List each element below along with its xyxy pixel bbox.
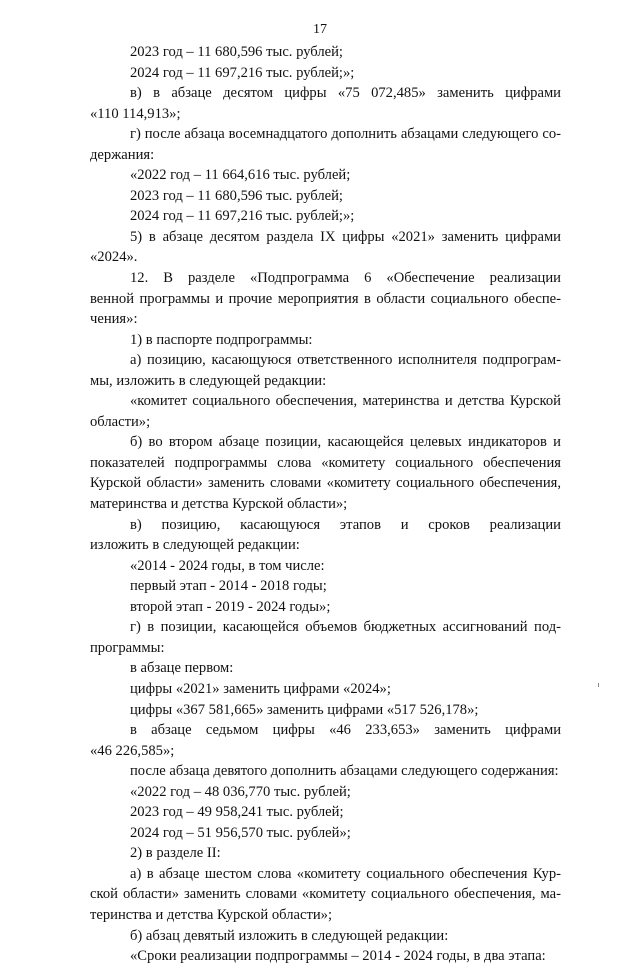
text-line: цифры «2021» заменить цифрами «2024»; [130,680,391,697]
text-line: «110 114,913»; [90,105,181,122]
margin-mark [598,683,599,687]
text-line: 2023 год – 11 680,596 тыс. рублей; [130,187,343,204]
text-line: венной программы и прочие мероприятия в области социального обеспе- [90,290,561,307]
text-line: 2024 год – 11 697,216 тыс. рублей;»; [130,64,355,81]
text-line: 1) в паспорте подпрограммы: [130,331,313,348]
text-line: держания: [90,146,155,163]
text-line: «комитет социального обеспечения, материнства и детства Курской [130,393,561,410]
text-line: «2014 - 2024 годы, в том числе: [130,557,325,574]
text-line: «Сроки реализации подпрограммы – 2014 - 2024 годы, в два этапа: [130,948,546,965]
text-line: первый этап - 2014 - 2018 годы; [130,578,327,595]
text-line: после абзаца девятого дополнить абзацами следующего содержания: [130,763,559,780]
text-line: 2023 год – 11 680,596 тыс. рублей; [130,44,343,60]
text-line: в) в абзаце десятом цифры «75 072,485» заменить цифрами [130,85,561,102]
text-line: а) в абзаце шестом слова «комитету социального обеспечения Кур- [130,865,561,882]
text-line: 2) в разделе II: [130,845,221,862]
text-line: цифры «367 581,665» заменить цифрами «517 526,178»; [130,701,479,718]
text-line: материнства и детства Курской области»; [90,496,348,513]
document-body [90,42,561,967]
text-line: программы: [90,639,165,656]
text-line: Курской области» заменить словами «комитету социального обеспечения, [90,475,561,492]
text-line: теринства и детства Курской области»; [90,906,332,923]
text-line: 2024 год – 11 697,216 тыс. рублей;»; [130,208,355,225]
page-number: 17 [313,22,327,37]
text-line: области»; [90,413,151,430]
text-line: б) абзац девятый изложить в следующей редакции: [130,927,449,944]
text-line: в абзаце седьмом цифры «46 233,653» заменить цифрами [130,722,561,739]
text-line: «46 226,585»; [90,742,175,759]
text-line: «2022 год – 11 664,616 тыс. рублей; [130,167,351,184]
text-line: г) после абзаца восемнадцатого дополнить абзацами следующего со- [130,126,561,143]
text-line: а) позицию, касающуюся ответственного исполнителя подпрограм- [130,352,561,369]
text-line: в абзаце первом: [130,660,234,677]
text-line: второй этап - 2019 - 2024 годы»; [130,598,331,615]
text-line: в) позицию, касающуюся этапов и сроков реализации [130,516,561,533]
text-line: ской области» заменить словами «комитету социального обеспечения, ма- [90,886,561,903]
text-line: «2024». [90,249,138,266]
text-line: показателей подпрограммы слова «комитету социального обеспечения [90,454,561,471]
text-line: чения»: [90,311,138,328]
text-line: 2023 год – 49 958,241 тыс. рублей; [130,804,344,821]
text-line: 5) в абзаце десятом раздела IX цифры «2021» заменить цифрами [130,228,561,245]
text-line: 2024 год – 51 956,570 тыс. рублей»; [130,824,351,841]
text-line: «2022 год – 48 036,770 тыс. рублей; [130,783,351,800]
text-line: изложить в следующей редакции: [90,537,300,554]
text-line: 12. В разделе «Подпрограмма 6 «Обеспечение реализации [130,270,561,287]
text-line: мы, изложить в следующей редакции: [90,372,327,389]
text-line: г) в позиции, касающейся объемов бюджетных ассигнований под- [130,619,561,636]
text-line: б) во втором абзаце позиции, касающейся целевых индикаторов и [130,434,561,451]
